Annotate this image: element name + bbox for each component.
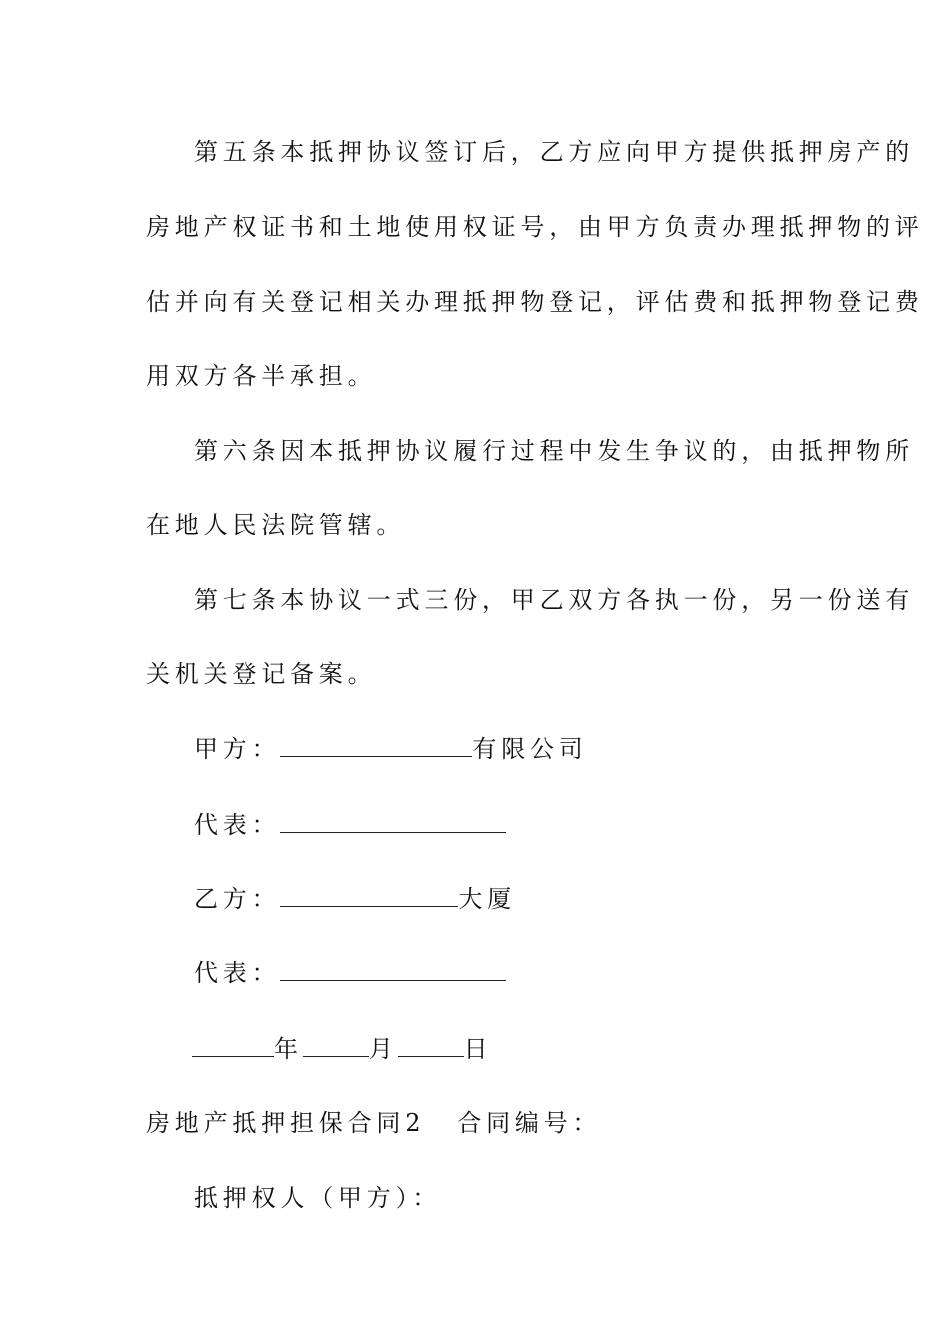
- year-label: 年: [274, 1035, 303, 1063]
- representative-b-label: 代表：: [194, 959, 281, 987]
- day-blank: [398, 1034, 464, 1057]
- party-b-label: 乙方：: [194, 885, 281, 913]
- representative-a-label: 代表：: [194, 811, 281, 839]
- representative-a-blank: [280, 810, 506, 833]
- month-blank: [303, 1034, 369, 1057]
- representative-b-line: [194, 958, 506, 988]
- party-a-name-blank: [280, 734, 472, 757]
- contract-2-heading: [146, 1108, 601, 1138]
- party-a-line: [194, 734, 588, 764]
- month-label: 月: [368, 1035, 398, 1063]
- day-label: 日: [463, 1035, 493, 1063]
- contract-number-label: 合同编号：: [457, 1109, 602, 1137]
- article-6-line-1: 第六条因本抵押协议履行过程中发生争议的，由抵押物所: [194, 437, 914, 465]
- article-5-line-3: 估并向有关登记相关办理抵押物登记，评估费和抵押物登记费: [146, 288, 924, 316]
- article-7-line-1: 第七条本协议一式三份，甲乙双方各执一份，另一份送有: [194, 586, 914, 614]
- party-b-suffix: 大厦: [458, 885, 517, 913]
- representative-a-line: [194, 810, 506, 840]
- article-7-line-2: 关机关登记备案。: [146, 660, 377, 688]
- mortgagee-label: 抵押权人（甲方）：: [194, 1184, 442, 1212]
- article-5-line-4: 用双方各半承担。: [146, 362, 377, 390]
- contract-2-title: 房地产抵押担保合同2: [146, 1109, 426, 1137]
- party-b-name-blank: [280, 884, 458, 907]
- party-a-suffix: 有限公司: [472, 735, 588, 763]
- article-5-line-1: 第五条本抵押协议签订后，乙方应向甲方提供抵押房产的: [194, 138, 914, 166]
- party-a-label: 甲方：: [194, 735, 281, 763]
- date-line: [192, 1034, 492, 1064]
- party-b-line: [194, 884, 516, 914]
- article-5-line-2: 房地产权证书和土地使用权证号，由甲方负责办理抵押物的评: [146, 213, 924, 241]
- year-blank: [192, 1034, 274, 1057]
- article-6-line-2: 在地人民法院管辖。: [146, 511, 406, 539]
- representative-b-blank: [280, 958, 506, 981]
